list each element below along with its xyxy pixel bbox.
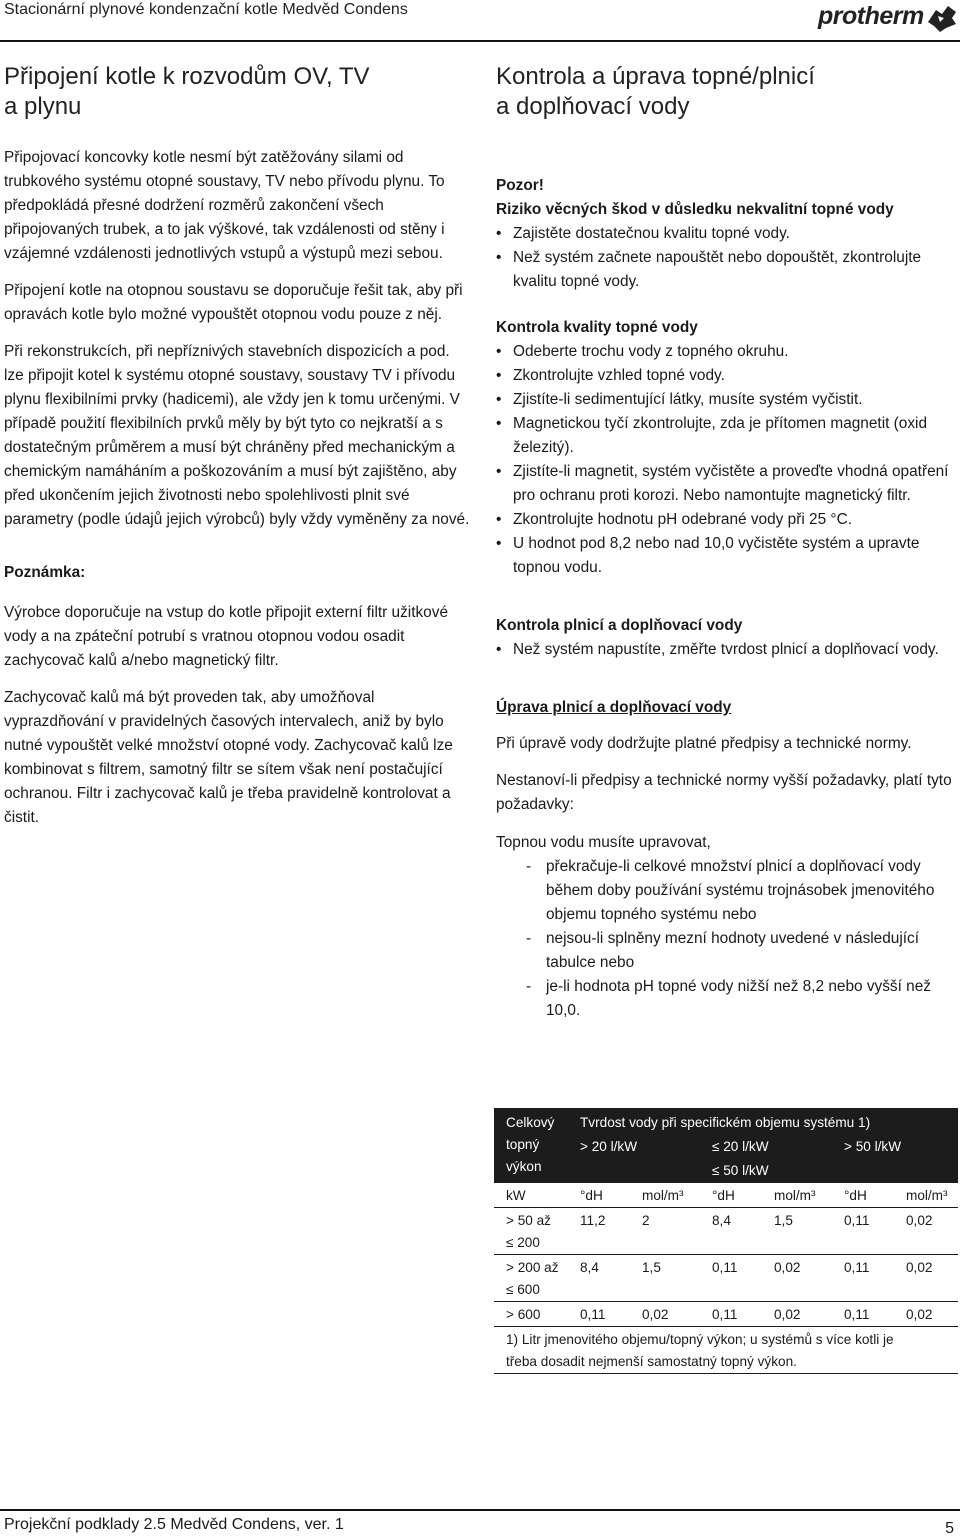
heading-line-1: Kontrola a úprava topné/plnicí <box>496 63 815 90</box>
page-header <box>0 0 960 40</box>
paragraph-3: Při rekonstrukcích, při nepříznivých stavebních dispozicích a pod. lze připojit kotel k systému otopné soustavy, soustavy TV i přívodu plynu flexibilními prvky (hadicemi), ale vždy jen k tomu určenými. V případě použití flexibilních prvků měly by být tyto co nejkratší a s dostatečným průměrem a musí být chráněny před mechanickým a chemickým namáháním a poškozováním a musí být zajištěno, aby před ukončením jejich životnosti nebo spolehlivosti plnit své parametry (podle údajů jejich výrobců) byly vždy vyměněny za nové. <box>4 343 470 528</box>
heading-line-1: Připojení kotle k rozvodům OV, TV <box>4 63 370 90</box>
table-cell: 0,11 <box>568 1302 630 1327</box>
table-cell: 0,11 <box>832 1208 894 1255</box>
header-cell: ≤ 20 l/kW <box>700 1134 832 1158</box>
list-item: • Zjistíte-li magnetit, systém vyčistěte a proveďte vhodná opatření pro ochranu proti korozi. Nebo namontujte magnetický filtr. <box>496 463 949 504</box>
header-cell: Celkový <box>506 1115 555 1130</box>
table-cell: 11,2 <box>568 1208 630 1255</box>
table-cell: > 50 až ≤ 200 <box>494 1208 568 1255</box>
table-header-row: Celkový topný výkon Tvrdost vody při specifickém objemu systému 1) <box>494 1108 958 1134</box>
logo-emblem-icon <box>926 4 958 34</box>
list-item: • Odeberte trochu vody z topného okruhu. <box>496 343 789 360</box>
table-cell: mol/m³ <box>762 1183 832 1208</box>
fill-list <box>496 638 958 662</box>
heading-line-2: a doplňovací vody <box>496 93 690 120</box>
table-cell: 0,11 <box>700 1302 762 1327</box>
list-item: • Než systém začnete napouštět nebo dopouštět, zkontrolujte kvalitu topné vody. <box>496 249 922 290</box>
table-row <box>494 1302 958 1327</box>
table-cell: 0,11 <box>832 1255 894 1302</box>
list-item: - je-li hodnota pH topné vody nižší než 8,2 nebo vyšší než 10,0. <box>526 978 931 1019</box>
header-rule <box>0 40 960 42</box>
header-cell: > 20 l/kW <box>568 1134 700 1158</box>
table-cell: mol/m³ <box>630 1183 700 1208</box>
table-cell: 8,4 <box>700 1208 762 1255</box>
table-cell: °dH <box>832 1183 894 1208</box>
treatment-paragraph-1: Při úpravě vody dodržujte platné předpisy a technické normy. <box>496 735 912 752</box>
header-title: Stacionární plynové kondenzační kotle Medvěd Condens <box>4 1 408 18</box>
water-hardness-table <box>494 1108 958 1374</box>
fill-title: Kontrola plnicí a doplňovací vody <box>496 617 743 634</box>
table-cell: 0,11 <box>700 1255 762 1302</box>
treatment-list <box>526 855 958 1023</box>
table-footnote <box>494 1327 958 1374</box>
note-label: Poznámka: <box>4 564 86 581</box>
treatment-paragraph-3: Topnou vodu musíte upravovat, <box>496 834 711 851</box>
footnote-line: třeba dosadit nejmenší samostatný topný výkon. <box>506 1354 797 1369</box>
footer-text: Projekční podklady 2.5 Medvěd Condens, ver. 1 <box>4 1516 344 1533</box>
right-column <box>496 62 958 1023</box>
list-item: • U hodnot pod 8,2 nebo nad 10,0 vyčistěte systém a upravte topnou vodu. <box>496 535 920 576</box>
table-cell: 0,02 <box>894 1255 958 1302</box>
quality-list <box>496 340 958 580</box>
table-cell: 1,5 <box>630 1255 700 1302</box>
list-item: - překračuje-li celkové množství plnicí a doplňovací vody během doby používání systému trojnásobek jmenovitého objemu topného systému nebo <box>526 858 935 923</box>
paragraph-1: Připojovací koncovky kotle nesmí být zatěžovány silami od trubkového systému otopné soustavy, TV nebo přívodu plynu. To předpokládá přesné dodržení rozměrů zakončení všech připojovaných trubek, a to jak výškové, tak vzdálenosti od stěny i vzájemné vzdálenosti jednotlivých vstupů a výstupů mezi sebou. <box>4 149 445 262</box>
table-cell: 8,4 <box>568 1255 630 1302</box>
table-cell: 0,02 <box>762 1255 832 1302</box>
list-item: • Než systém napustíte, změřte tvrdost plnicí a doplňovací vody. <box>496 641 939 658</box>
paragraph-2: Připojení kotle na otopnou soustavu se doporučuje řešit tak, aby při opravách kotle bylo možné vypouštět otopnou vodu pouze z něj. <box>4 282 463 323</box>
heading-line-2: a plynu <box>4 93 82 120</box>
section-heading-water <box>496 62 958 122</box>
section-heading-connection <box>4 62 470 122</box>
list-item: • Magnetickou tyčí zkontrolujte, zda je přítomen magnetit (oxid železitý). <box>496 415 928 456</box>
table-cell: °dH <box>700 1183 762 1208</box>
table-cell: °dH <box>568 1183 630 1208</box>
header-cell: ≤ 50 l/kW <box>700 1158 832 1183</box>
list-item: • Zkontrolujte vzhled topné vody. <box>496 367 725 384</box>
left-column <box>4 62 470 843</box>
table-cell: 0,02 <box>630 1302 700 1327</box>
table-cell: 0,02 <box>762 1302 832 1327</box>
list-item: • Zkontrolujte hodnotu pH odebrané vody při 25 °C. <box>496 511 852 528</box>
logo-text: protherm <box>818 2 924 30</box>
table-cell: 0,02 <box>894 1302 958 1327</box>
table-row <box>494 1208 958 1255</box>
list-item: • Zajistěte dostatečnou kvalitu topné vody. <box>496 225 790 242</box>
table-cell: 0,02 <box>894 1208 958 1255</box>
page-number: 5 <box>945 1520 954 1537</box>
table-cell: > 600 <box>494 1302 568 1327</box>
table-row <box>494 1255 958 1302</box>
warning-title: Riziko věcných škod v důsledku nekvalitní topné vody <box>496 201 894 218</box>
list-item: • Zjistíte-li sedimentující látky, musíte systém vyčistit. <box>496 391 863 408</box>
warning-label: Pozor! <box>496 177 544 194</box>
paragraph-5: Zachycovač kalů má být proveden tak, aby umožňoval vyprazdňování v pravidelných časových intervalech, aniž by bylo nutné vypouštět velké množství otopné vody. Zachycovač kalů lze kombinovat s filtrem, samotný filtr se sítem však není postačující ochranou. Filtr i zachycovač kalů je třeba pravidelně kontrolovat a čistit. <box>4 689 453 826</box>
header-cell: > 50 l/kW <box>832 1134 958 1158</box>
paragraph-4: Výrobce doporučuje na vstup do kotle připojit externí filtr užitkové vody a na zpáteční potrubí s vratnou otopnou vodou osadit zachycovač kalů a/nebo magnetický filtr. <box>4 604 448 669</box>
header-cell: Tvrdost vody při specifickém objemu systému 1) <box>568 1108 958 1134</box>
footer-rule <box>0 1509 960 1511</box>
warning-list <box>496 222 958 294</box>
treatment-paragraph-2: Nestanoví-li předpisy a technické normy vyšší požadavky, platí tyto požadavky: <box>496 772 952 813</box>
list-item: - nejsou-li splněny mezní hodnoty uvedené v následující tabulce nebo <box>526 930 920 971</box>
table-cell: 2 <box>630 1208 700 1255</box>
table-cell: kW <box>494 1183 568 1208</box>
table-units-row <box>494 1183 958 1208</box>
table-cell: mol/m³ <box>894 1183 958 1208</box>
quality-title: Kontrola kvality topné vody <box>496 319 698 336</box>
protherm-logo <box>818 2 958 36</box>
treatment-title: Úprava plnicí a doplňovací vody <box>496 699 732 716</box>
table-cell: > 200 až ≤ 600 <box>494 1255 568 1302</box>
table-cell: 0,11 <box>832 1302 894 1327</box>
footnote-line: 1) Litr jmenovitého objemu/topný výkon; u systémů s více kotli je <box>506 1332 894 1347</box>
table-cell: 1,5 <box>762 1208 832 1255</box>
